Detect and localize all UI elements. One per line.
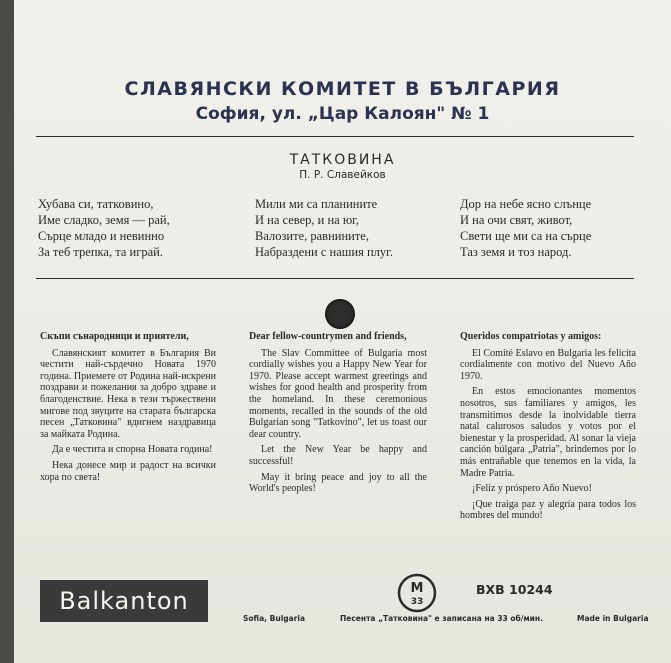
message-paragraph: Да е честита и спорна Новата година!: [52, 444, 213, 456]
stanza-line: Дор на небе ясно слънце: [460, 197, 592, 211]
stanza-line: И на север, и на юг,: [255, 213, 359, 227]
committee-title: СЛАВЯНСКИ КОМИТЕТ В БЪЛГАРИЯ: [124, 78, 561, 100]
message-greeting: Queridos compatriotas y amigos:: [460, 331, 602, 342]
badge-speed: 33: [410, 597, 424, 607]
stanza-1: [38, 196, 170, 260]
message-paragraph: En estos emocionantes momentos nosotros, sus familiares y amigos, les transmitimos desde la inolvidable tierra natal calurosos saludos y votos por el bienestar y la prosperidad. Al sonar la vieja canción búlgara „Patria", brindemos por lo más entrañable que tenemos en la vida, la Madre Patria.: [460, 386, 636, 479]
message-paragraph: ¡Que traiga paz y alegría para todos los hombres del mundo!: [460, 498, 636, 522]
stanza-line: За теб трепка, та играй.: [38, 245, 163, 259]
message-paragraph: The Slav Committee of Bulgaria most cordially wishes you a Happy New Year for 1970. Please accept warmest greetings and wishes for good health and prosperity from the homeland. In these ceremonious moments, recalled in the sounds of the old Bulgarian song "Tatkovino", let us toast our dear country.: [249, 347, 427, 440]
message-bulgarian: [40, 331, 216, 487]
record-sleeve: [14, 0, 671, 663]
balkanton-logo: Balkanton: [40, 580, 208, 622]
message-paragraph: Славянският комитет в България Ви честити най-сърдечно Новата 1970 година. Приемете от Родина най-искрени поздрави и пожелания за добро здраве и благоденствие. Нека в тези тържествени мигове под звуците на старата българска песен „Татковина" вдигнем наздравица за майката Родина.: [40, 347, 216, 440]
message-greeting: Скъпи сънародници и приятели,: [40, 331, 189, 342]
stanza-line: Име сладко, земя — рай,: [38, 213, 170, 227]
footer-city: Sofia, Bulgaria: [243, 614, 306, 623]
message-paragraph: May it bring peace and joy to all the World's peoples!: [249, 471, 427, 495]
stanza-2: [255, 196, 393, 260]
stanza-line: И на очи свят, живот,: [460, 213, 573, 227]
catalog-number: BXB 10244: [476, 582, 553, 597]
song-title: ТАТКОВИНА: [289, 152, 396, 168]
message-spanish: [460, 331, 636, 526]
stanza-line: Мили ми са планините: [255, 197, 378, 211]
message-english: [249, 331, 427, 499]
middle-divider: [36, 278, 634, 279]
stanza-3: [460, 196, 591, 260]
message-paragraph: El Comité Eslavo en Bulgaria les felicita cordialmente con motivo del Nuevo Año 1970.: [460, 347, 636, 382]
message-paragraph: ¡Feliz y próspero Año Nuevo!: [472, 483, 592, 495]
song-author: П. Р. Славейков: [299, 169, 386, 181]
top-divider: [36, 136, 634, 137]
stanza-line: Таз земя и тоз народ.: [460, 245, 572, 259]
stanza-line: Свети ще ми са на сърце: [460, 229, 592, 243]
footer-made: Made in Bulgaria: [577, 614, 649, 623]
mono-33-badge-icon: [396, 572, 438, 614]
footer-note: Песента „Татковина" е записана на 33 об/мин.: [340, 614, 543, 623]
message-paragraph: Let the New Year be happy and successful!: [249, 444, 427, 467]
stanza-line: Валозите, равнините,: [255, 229, 369, 243]
stanza-line: Сърце младо и невинно: [38, 229, 165, 243]
message-greeting: Dear fellow-countrymen and friends,: [249, 331, 407, 342]
committee-address: София, ул. „Цар Калоян" № 1: [195, 104, 490, 124]
message-paragraph: Нека донесе мир и радост на всички хора по света!: [40, 459, 216, 483]
center-hole: [325, 299, 355, 329]
badge-letter: M: [410, 581, 424, 596]
stanza-line: Набраздени с нашия плуг.: [255, 245, 393, 259]
stanza-line: Хубава си, татковино,: [38, 197, 154, 211]
